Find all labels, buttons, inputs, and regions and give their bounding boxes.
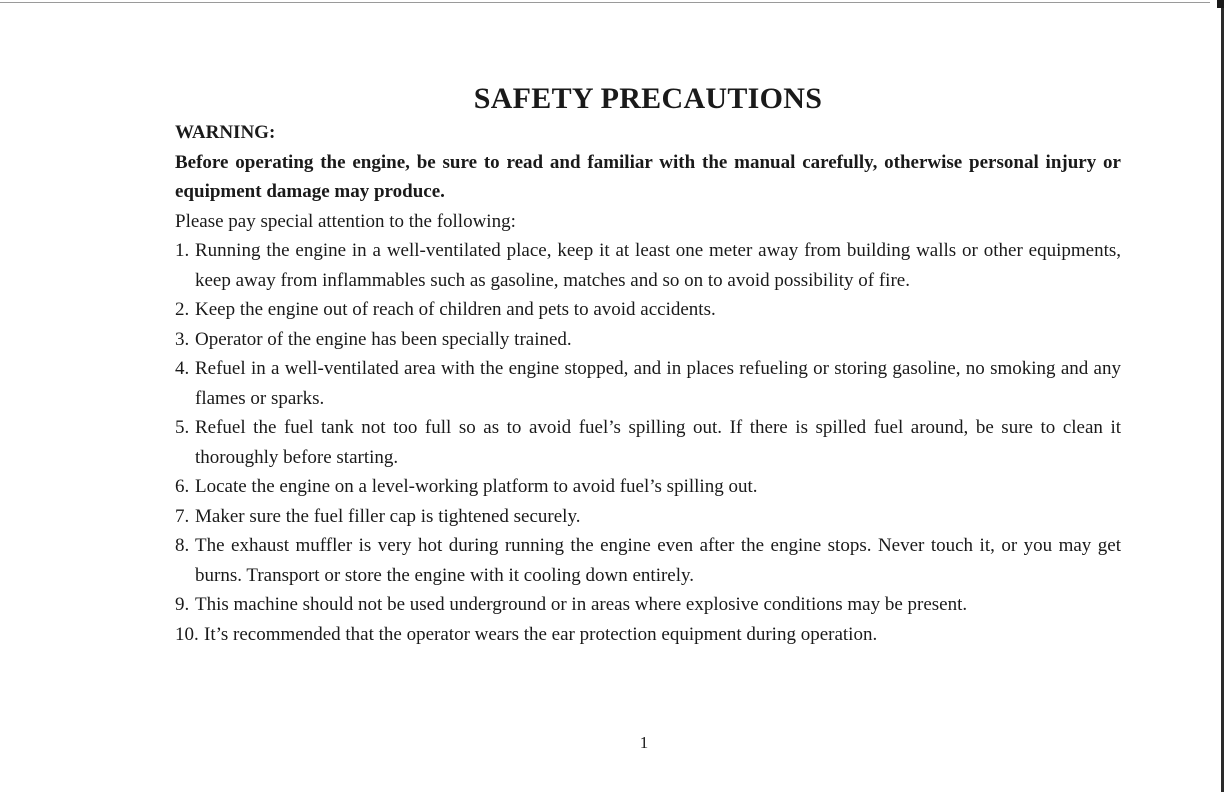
list-item-number: 7. bbox=[175, 505, 190, 527]
list-item bbox=[175, 354, 1121, 413]
list-item-number: 3. bbox=[175, 328, 190, 350]
list-item bbox=[175, 502, 1121, 532]
list-item-text: Operator of the engine has been specially trained. bbox=[195, 328, 572, 350]
list-item-text: Keep the engine out of reach of children and pets to avoid accidents. bbox=[195, 299, 716, 320]
list-item-text: Maker sure the fuel filler cap is tightened securely. bbox=[195, 505, 581, 527]
list-item-number: 5. bbox=[175, 417, 190, 438]
list-item bbox=[175, 590, 1121, 620]
list-item bbox=[175, 325, 1121, 355]
list-item-number: 6. bbox=[175, 476, 190, 497]
list-item-number: 2. bbox=[175, 299, 190, 320]
warning-text: Before operating the engine, be sure to read and familiar with the manual carefully, otherwise personal injury or equipment damage may produce. bbox=[175, 151, 1121, 202]
page-number: 1 bbox=[639, 733, 649, 752]
list-item-number: 10. bbox=[175, 623, 199, 645]
top-rule bbox=[0, 2, 1210, 3]
list-item-text: Locate the engine on a level-working platform to avoid fuel’s spilling out. bbox=[195, 476, 758, 497]
list-item-text: It’s recommended that the operator wears the ear protection equipment during operation. bbox=[204, 623, 878, 645]
warning-label: WARNING: bbox=[175, 122, 276, 143]
intro-text: Please pay special attention to the following: bbox=[175, 210, 516, 232]
list-item bbox=[175, 620, 1121, 650]
list-item bbox=[175, 413, 1121, 472]
list-item-number: 1. bbox=[175, 240, 190, 261]
list-item-number: 8. bbox=[175, 535, 190, 556]
precautions-list bbox=[175, 236, 1121, 649]
list-item-text: Refuel the fuel tank not too full so as to avoid fuel’s spilling out. If there is spilled fuel around, be sure to clean it thoroughly before starting. bbox=[195, 417, 1121, 468]
list-item-text: The exhaust muffler is very hot during running the engine even after the engine stops. Never touch it, or you may get burns. Transport or store the engine with it cooling down entirely. bbox=[195, 535, 1121, 586]
corner-mark bbox=[1217, 0, 1224, 8]
list-item bbox=[175, 236, 1121, 295]
list-item-number: 9. bbox=[175, 594, 190, 615]
page-title: SAFETY PRECAUTIONS bbox=[473, 82, 823, 115]
list-item-text: Running the engine in a well-ventilated place, keep it at least one meter away from building walls or other equipments, keep away from inflammables such as gasoline, matches and so on to avoid possibility of fire. bbox=[195, 240, 1121, 291]
list-item bbox=[175, 295, 1121, 325]
list-item bbox=[175, 472, 1121, 502]
document-body bbox=[175, 118, 1121, 649]
list-item-text: Refuel in a well-ventilated area with the engine stopped, and in places refueling or storing gasoline, no smoking and any flames or sparks. bbox=[195, 358, 1121, 409]
list-item-text: This machine should not be used underground or in areas where explosive conditions may be present. bbox=[195, 594, 968, 615]
list-item bbox=[175, 531, 1121, 590]
list-item-number: 4. bbox=[175, 358, 190, 379]
